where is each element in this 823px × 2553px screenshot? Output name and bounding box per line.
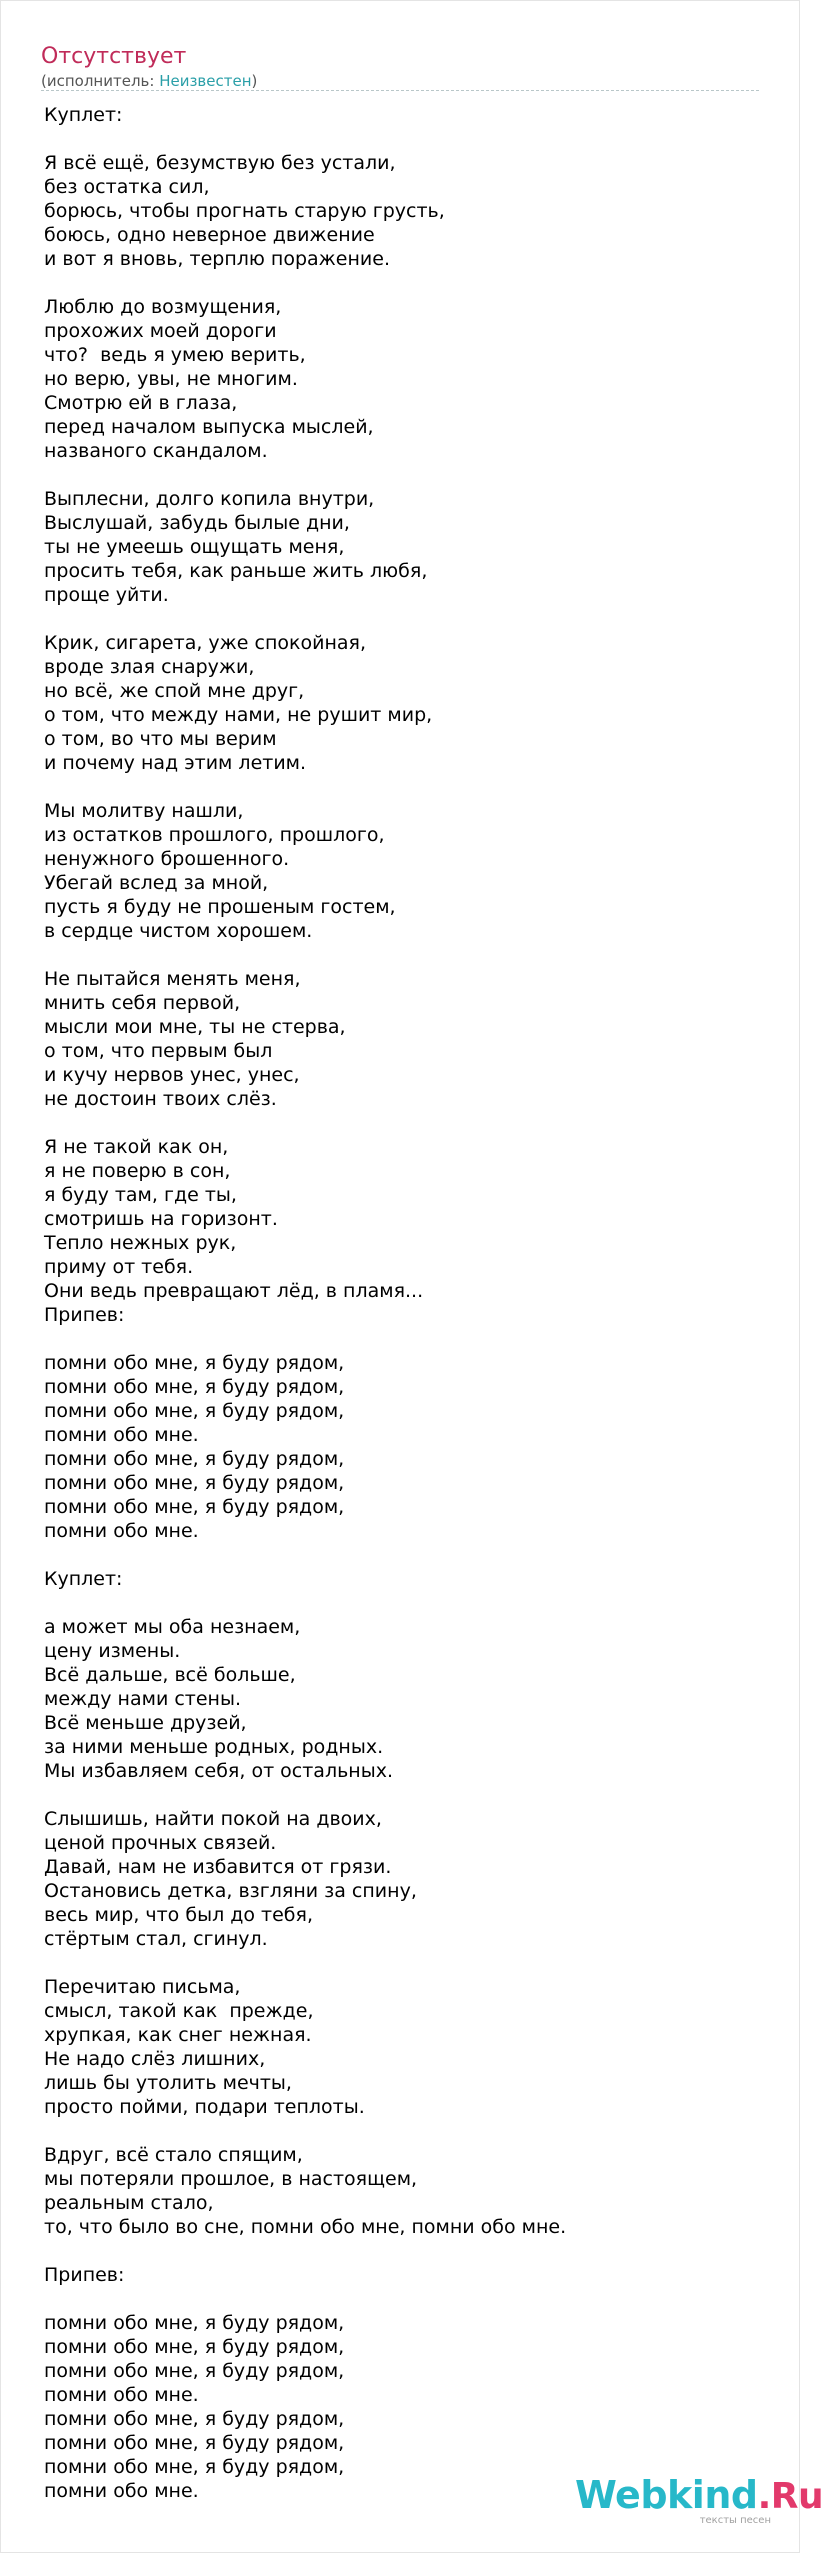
artist-suffix: ) xyxy=(251,72,258,90)
logo-domain-text: .Ru xyxy=(757,2476,823,2517)
site-logo[interactable] xyxy=(575,2473,823,2529)
lyrics-text: Куплет: Я всё ещё, безумствую без устали, без остатка сил, борюсь, чтобы прогнать старую грусть, боюсь, одно неверное движение и вот я вновь, терплю поражение. Люблю до возмущения, прохожих моей дороги что? ведь я умею верить, но верю, увы, не многим. Смотрю ей в глаза, перед началом выпуска мыслей, названого скандалом. Выплесни, долго копила внутри, Выслушай, забудь былые дни, ты не умеешь ощущать меня, просить тебя, как раньше жить любя, проще уйти. Крик, сигарета, уже спокойная, вроде злая снаружи, но всё, же спой мне друг, о том, что между нами, не рушит мир, о том, во что мы верим и почему над этим летим. Мы молитву нашли, из остатков прошлого, прошлого, ненужного брошенного. Убегай вслед за мной, пусть я буду не прошеным гостем, в сердце чистом хорошем. Не пытайся менять меня, мнить себя первой, мысли мои мне, ты не стерва, о том, что первым был и кучу нервов унес, унес, не достоин твоих слёз. Я не такой как он, я не поверю в сон, я буду там, где ты, смотришь на горизонт. Тепло нежных рук, приму от тебя. Они ведь превращают лёд, в пламя... Припев: помни обо мне, я буду рядом, помни обо мне, я буду рядом, помни обо мне, я буду рядом, помни обо мне. помни обо мне, я буду рядом, помни обо мне, я буду рядом, помни обо мне, я буду рядом, помни обо мне. Куплет: а может мы оба незнаем, цену измены. Всё дальше, всё больше, между нами стены. Всё меньше друзей, за ними меньше родных, родных. Мы избавляем себя, от остальных. Слышишь, найти покой на двоих, ценой прочных связей. Давай, нам не избавится от грязи. Остановись детка, взгляни за спину, весь мир, что был до тебя, стёртым стал, сгинул. Перечитаю письма, смысл, такой как прежде, хрупкая, как снег нежная. Не надо слёз лишних, лишь бы утолить мечты, просто пойми, подари теплоты. Вдруг, всё стало спящим, мы потеряли прошлое, в настоящем, реальным стало, то, что было во сне, помни обо мне, помни обо мне. Припев: помни обо мне, я буду рядом, помни обо мне, я буду рядом, помни обо мне, я буду рядом, помни обо мне. помни обо мне, я буду рядом, помни обо мне, я буду рядом, помни обо мне, я буду рядом, помни обо мне. xyxy=(44,104,567,2502)
logo-wordmark xyxy=(575,2473,823,2519)
song-title: Отсутствует xyxy=(41,44,187,69)
logo-main-text: Webkind xyxy=(575,2473,758,2517)
artist-link[interactable]: Неизвестен xyxy=(159,72,252,90)
artist-line xyxy=(41,71,759,91)
logo-subtitle: тексты песен xyxy=(699,2515,771,2526)
song-header xyxy=(41,43,759,91)
artist-prefix: (исполнитель: xyxy=(41,72,160,90)
header-divider xyxy=(41,90,759,91)
